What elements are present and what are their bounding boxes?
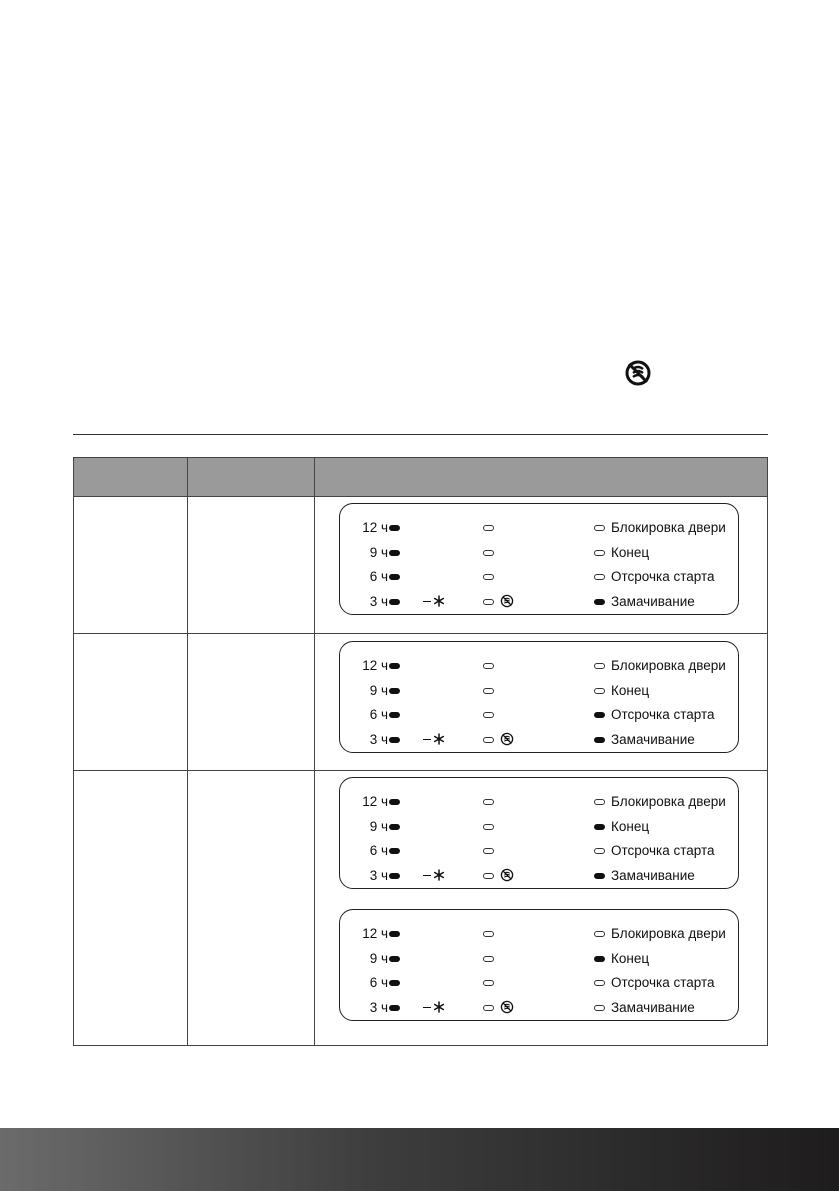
status-indicator-led (594, 824, 605, 830)
table-header-cell (315, 458, 768, 497)
option-indicator-led (483, 599, 494, 605)
hour-indicator-led (389, 712, 400, 718)
no-rinse-icon (624, 359, 652, 387)
option-indicator-led (483, 873, 494, 879)
minus-icon (423, 875, 431, 877)
hour-label: 3 ч (369, 593, 388, 609)
option-indicator-led (483, 799, 494, 805)
indicator-row (340, 972, 738, 994)
hour-label: 12 ч (362, 794, 388, 809)
status-label: Замачивание (611, 731, 695, 747)
option-indicator-led (483, 737, 494, 743)
hour-label: 9 ч (369, 818, 388, 834)
option-indicator-led (483, 712, 494, 718)
hour-indicator-led (389, 799, 400, 805)
table-header-row (74, 458, 768, 497)
option-indicator-led (483, 525, 494, 531)
snowflake-icon (433, 595, 445, 607)
program-cell (74, 634, 188, 771)
status-label: Замачивание (611, 593, 695, 609)
program-cell (74, 771, 188, 1046)
section-divider (73, 434, 768, 435)
status-label: Конец (611, 544, 650, 560)
option-indicator-led (483, 848, 494, 854)
indicator-row (340, 948, 738, 970)
status-label: Блокировка двери (611, 658, 726, 673)
option-indicator-led (483, 550, 494, 556)
program-cell (74, 497, 188, 634)
status-label: Блокировка двери (611, 926, 726, 941)
status-label: Отсрочка старта (611, 569, 715, 584)
control-panel-display (339, 777, 739, 889)
hour-label: 12 ч (362, 520, 388, 535)
hour-label: 12 ч (362, 926, 388, 941)
hour-indicator-led (389, 1005, 400, 1011)
option-indicator-led (483, 688, 494, 694)
status-label: Замачивание (611, 999, 695, 1015)
status-label: Конец (611, 818, 650, 834)
status-indicator-led (594, 848, 605, 854)
status-indicator-led (594, 1005, 605, 1011)
indicator-row (340, 704, 738, 726)
table-header-cell (74, 458, 188, 497)
minus-icon (423, 739, 431, 741)
table-row (74, 634, 768, 771)
no-rinse-icon (500, 1000, 514, 1014)
status-indicator-led (594, 931, 605, 937)
indicator-row (340, 997, 738, 1019)
snowflake-icon (433, 869, 445, 881)
hour-indicator-led (389, 848, 400, 854)
hour-indicator-led (389, 574, 400, 580)
hour-indicator-led (389, 931, 400, 937)
indicator-row (340, 923, 738, 945)
status-indicator-led (594, 873, 605, 879)
hour-label: 3 ч (369, 867, 388, 883)
snowflake-icon (433, 733, 445, 745)
page-footer-bar (0, 1128, 839, 1191)
indicator-row (340, 729, 738, 751)
status-indicator-led (594, 550, 605, 556)
status-label: Отсрочка старта (611, 975, 715, 990)
option-indicator-led (483, 956, 494, 962)
state-cell (188, 771, 315, 1046)
status-indicator-led (594, 712, 605, 718)
table-row (74, 497, 768, 634)
status-label: Блокировка двери (611, 520, 726, 535)
control-panel-display (339, 641, 739, 753)
status-label: Отсрочка старта (611, 707, 715, 722)
status-indicator-led (594, 737, 605, 743)
status-indicator-led (594, 688, 605, 694)
display-cell (315, 634, 768, 771)
indicator-row (340, 542, 738, 564)
soak-indicator-table (73, 457, 768, 1046)
hour-indicator-led (389, 663, 400, 669)
hour-indicator-led (389, 824, 400, 830)
status-label: Отсрочка старта (611, 843, 715, 858)
no-rinse-icon (500, 868, 514, 882)
status-indicator-led (594, 799, 605, 805)
table-row (74, 771, 768, 1046)
status-indicator-led (594, 599, 605, 605)
indicator-row (340, 816, 738, 838)
hour-indicator-led (389, 980, 400, 986)
hour-label: 3 ч (369, 999, 388, 1015)
hour-indicator-led (389, 688, 400, 694)
hour-indicator-led (389, 550, 400, 556)
status-label: Блокировка двери (611, 794, 726, 809)
option-indicator-led (483, 980, 494, 986)
option-indicator-led (483, 574, 494, 580)
no-rinse-icon (500, 732, 514, 746)
status-indicator-led (594, 574, 605, 580)
hour-indicator-led (389, 873, 400, 879)
hour-indicator-led (389, 599, 400, 605)
control-panel-display (339, 909, 739, 1021)
indicator-row (340, 517, 738, 539)
display-cell (315, 771, 768, 1046)
option-indicator-led (483, 1005, 494, 1011)
option-indicator-led (483, 663, 494, 669)
hour-label: 9 ч (369, 682, 388, 698)
minus-icon (423, 601, 431, 603)
option-indicator-led (483, 931, 494, 937)
hour-label: 3 ч (369, 731, 388, 747)
indicator-row (340, 840, 738, 862)
option-indicator-led (483, 824, 494, 830)
snowflake-icon (433, 1001, 445, 1013)
hour-label: 12 ч (362, 658, 388, 673)
state-cell (188, 497, 315, 634)
indicator-row (340, 680, 738, 702)
no-rinse-icon (500, 594, 514, 608)
indicator-row (340, 791, 738, 813)
display-cell (315, 497, 768, 634)
indicator-row (340, 655, 738, 677)
indicator-row (340, 591, 738, 613)
status-label: Замачивание (611, 867, 695, 883)
hour-label: 6 ч (369, 569, 388, 584)
hour-label: 6 ч (369, 707, 388, 722)
table-header-cell (188, 458, 315, 497)
hour-indicator-led (389, 956, 400, 962)
hour-label: 6 ч (369, 975, 388, 990)
status-label: Конец (611, 682, 650, 698)
status-label: Конец (611, 950, 650, 966)
hour-label: 6 ч (369, 843, 388, 858)
state-cell (188, 634, 315, 771)
status-indicator-led (594, 663, 605, 669)
minus-icon (423, 1007, 431, 1009)
hour-indicator-led (389, 737, 400, 743)
hour-indicator-led (389, 525, 400, 531)
hour-label: 9 ч (369, 950, 388, 966)
status-indicator-led (594, 980, 605, 986)
indicator-row (340, 566, 738, 588)
control-panel-display (339, 503, 739, 615)
indicator-row (340, 865, 738, 887)
status-indicator-led (594, 956, 605, 962)
hour-label: 9 ч (369, 544, 388, 560)
status-indicator-led (594, 525, 605, 531)
